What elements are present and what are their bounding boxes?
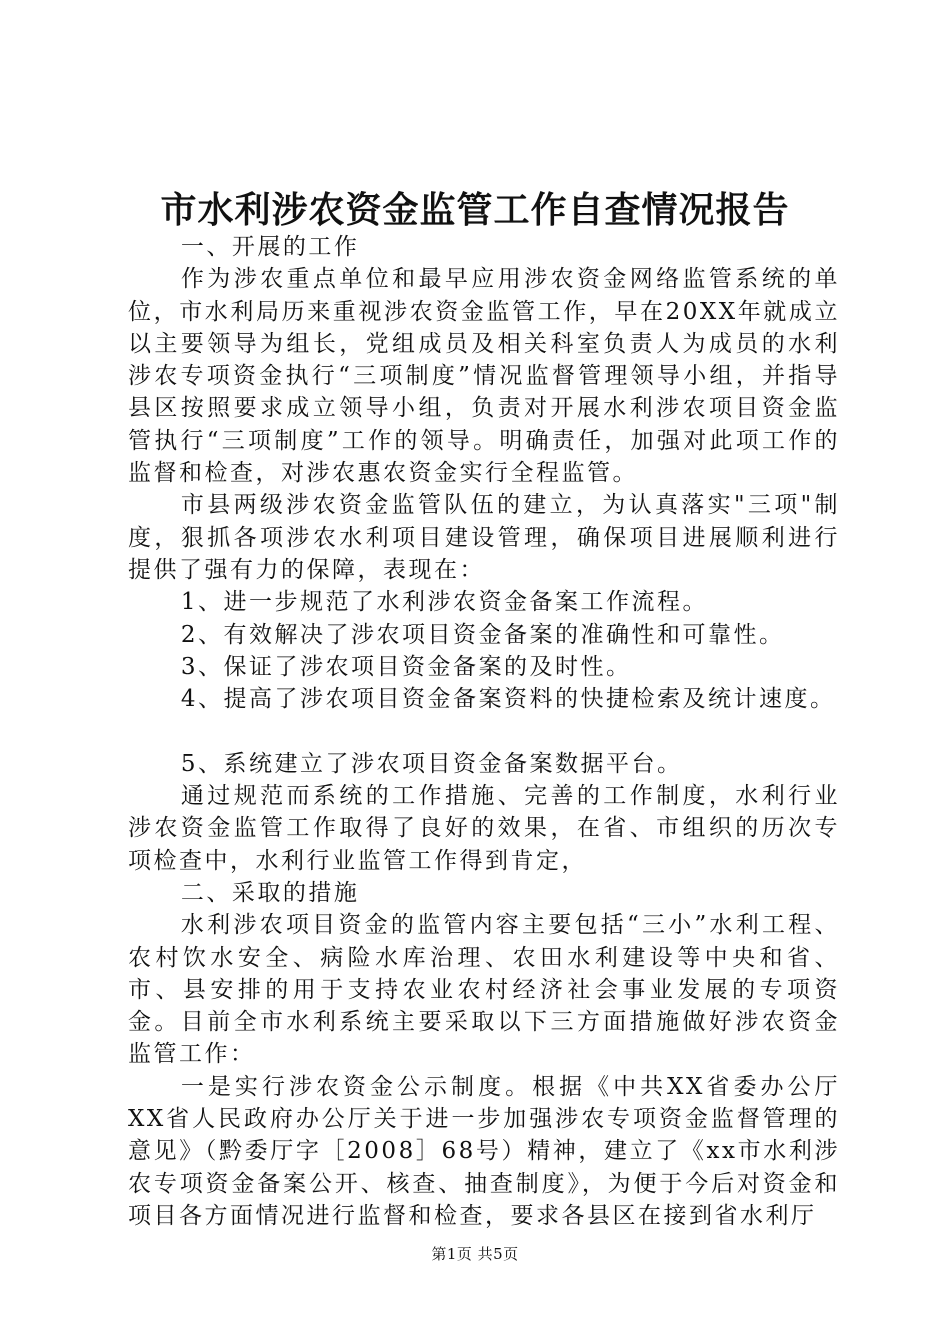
body-paragraph: 一是实行涉农资金公示制度。根据《中共XX省委办公厅XX省人民政府办公厅关于进一步加强涉农专项资金监督管理的意见》（黔委厅字［2008］68号）精神，建立了《xx市水利涉农专项资金备案公开、核查、抽查制度》，为便于今后对资金和项目各方面情况进行监督和检查，要求各县区在接到省水利厅 [128,1073,840,1229]
list-item: 2、有效解决了涉农项目资金备案的准确性和可靠性。 [180,621,785,648]
document-title: 市水利涉农资金监管工作自查情况报告 [160,189,790,231]
list-item: 3、保证了涉农项目资金备案的及时性。 [180,653,632,680]
body-paragraph: 水利涉农项目资金的监管内容主要包括“三小”水利工程、农村饮水安全、病险水库治理、农田水利建设等中央和省、市、县安排的用于支持农业农村经济社会事业发展的专项资金。目前全市水利系统主要采取以下三方面措施做好涉农资金监管工作： [128,912,840,1068]
body-paragraph: 通过规范而系统的工作措施、完善的工作制度，水利行业涉农资金监管工作取得了良好的效果，在省、市组织的历次专项检查中，水利行业监管工作得到肯定， [128,783,840,874]
body-paragraph: 市县两级涉农资金监管队伍的建立，为认真落实"三项"制度，狠抓各项涉农水利项目建设管理，确保项目进展顺利进行提供了强有力的保障，表现在： [128,492,840,583]
blank-line [128,715,840,747]
body-paragraph: 作为涉农重点单位和最早应用涉农资金网络监管系统的单位，市水利局历来重视涉农资金监管工作，早在20XX年就成立以主要领导为组长，党组成员及相关科室负责人为成员的水利涉农专项资金执行“三项制度”情况监督管理领导小组，并指导县区按照要求成立领导小组，负责对开展水利涉农项目资金监管执行“三项制度”工作的领导。明确责任，加强对此项工作的监督和检查，对涉农惠农资金实行全程监管。 [128,266,840,487]
section-heading: 一、开展的工作 [180,234,360,260]
document-body [128,231,840,1232]
section-heading: 二、采取的措施 [180,879,360,906]
list-item: 4、提高了涉农项目资金备案资料的快捷检索及统计速度。 [180,686,836,713]
list-item: 1、进一步规范了水利涉农资金备案工作流程。 [180,589,709,616]
page-number-footer: 第1页 共5页 [431,1245,519,1263]
list-item: 5、系统建立了涉农项目资金备案数据平台。 [180,750,683,777]
